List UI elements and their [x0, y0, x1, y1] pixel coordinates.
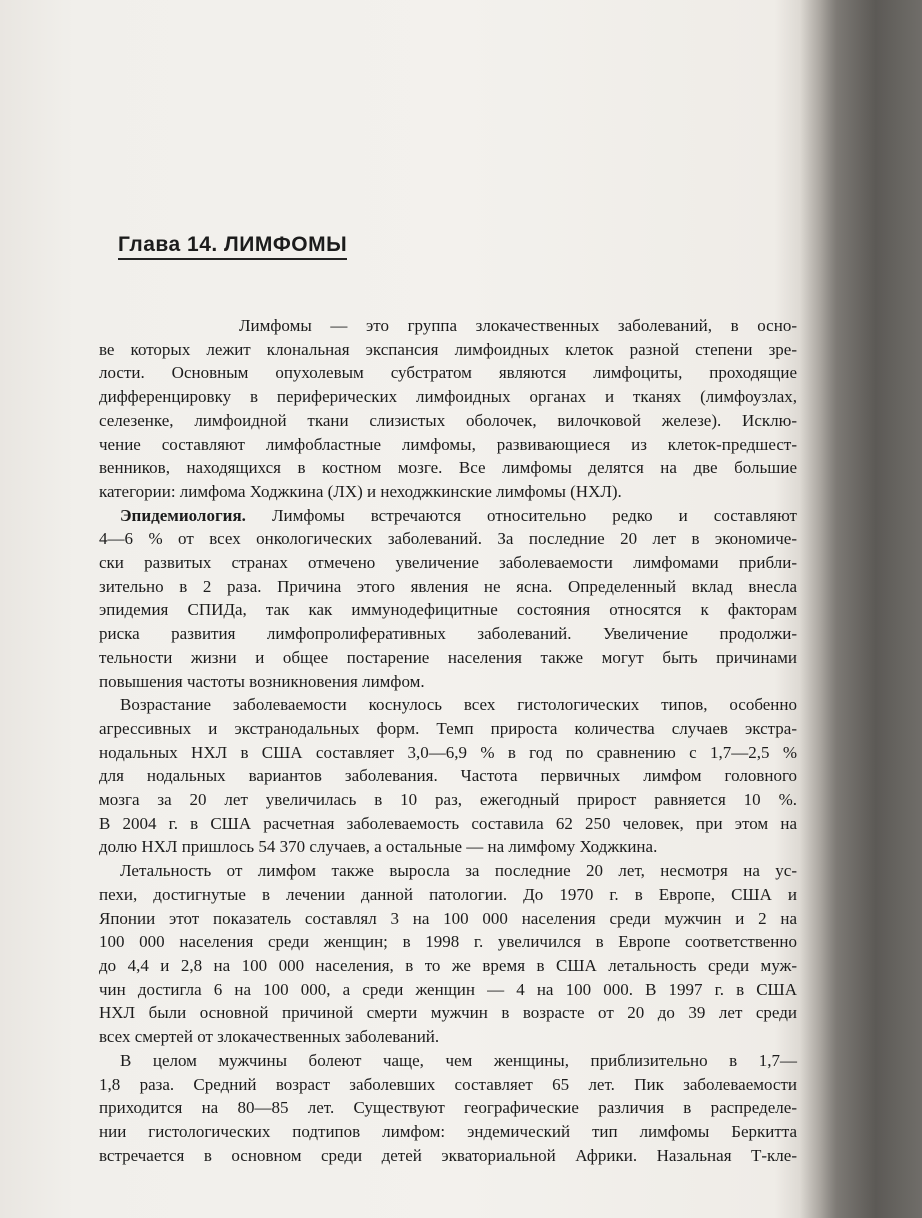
- text-line: приходится на 80—85 лет. Существуют географические различия в распределе-: [99, 1098, 797, 1118]
- text-line: [99, 504, 797, 528]
- text-line: чение составляют лимфобластные лимфомы, развивающиеся из клеток-предшест-: [99, 434, 797, 454]
- text-line: 100 000 населения среди женщин; в 1998 г. увеличился в Европе соответственно: [99, 932, 797, 952]
- text-line: повышения частоты возникновения лимфом.: [99, 671, 425, 691]
- paragraph-demographics: [99, 1049, 797, 1168]
- text-line: категории: лимфома Ходжкина (ЛХ) и неходжкинские лимфомы (НХЛ).: [99, 481, 622, 501]
- text-line: Японии этот показатель составлял 3 на 100 000 населения среди мужчин и 2 на: [99, 908, 797, 928]
- text-line: агрессивных и экстранодальных форм. Темп прироста количества случаев экстра-: [99, 718, 797, 738]
- text-line: венников, находящихся в костном мозге. Все лимфомы делятся на две большие: [99, 458, 797, 478]
- body-text: [99, 314, 797, 1167]
- page-gutter-shadow: [800, 0, 922, 1218]
- text-line: дифференцировку в периферических лимфоидных органах и тканях (лимфоузлах,: [99, 387, 797, 407]
- text-line: всех смертей от злокачественных заболеваний.: [99, 1027, 440, 1047]
- text-line: зительно в 2 раза. Причина этого явления не ясна. Определенный вклад внесла: [99, 576, 797, 596]
- text-line: долю НХЛ пришлось 54 370 случаев, а остальные — на лимфому Ходжкина.: [99, 837, 658, 857]
- text-line: для нодальных вариантов заболевания. Частота первичных лимфом головного: [99, 766, 797, 786]
- text-line: лости. Основным опухолевым субстратом являются лимфоциты, проходящие: [99, 363, 797, 383]
- text-line: селезенке, лимфоидной ткани слизистых оболочек, вилочковой железе). Исклю-: [99, 410, 797, 430]
- paragraph-incidence: [99, 693, 797, 859]
- text-line: Лимфомы — это группа злокачественных заболеваний, в осно-: [239, 316, 797, 335]
- text-line-rest: Лимфомы встречаются относительно редко и составляют: [245, 505, 797, 525]
- text-line: ве которых лежит клональная экспансия лимфоидных клеток разной степени зре-: [99, 339, 797, 359]
- paragraph-intro: [99, 314, 797, 504]
- text-line: В 2004 г. в США расчетная заболеваемость составила 62 250 человек, при этом на: [99, 813, 797, 833]
- text-line: ски развитых странах отмечено увеличение заболеваемости лимфомами прибли-: [99, 553, 797, 573]
- text-line: НХЛ были основной причиной смерти мужчин в возрасте от 20 до 39 лет среди: [99, 1003, 797, 1023]
- bleed-through-text: [40, 30, 800, 250]
- text-line: эпидемия СПИДа, так как иммунодефицитные состояния относятся к факторам: [99, 600, 797, 620]
- text-line: чин достигла 6 на 100 000, а среди женщин — 4 на 100 000. В 1997 г. в США: [99, 979, 797, 999]
- text-line: встречается в основном среди детей экваториальной Африки. Назальная Т-кле-: [99, 1145, 797, 1165]
- text-line: нодальных НХЛ в США составляет 3,0—6,9 % в год по сравнению с 1,7—2,5 %: [99, 742, 797, 762]
- text-line: нии гистологических подтипов лимфом: эндемический тип лимфомы Беркитта: [99, 1121, 797, 1141]
- text-line: 4—6 % от всех онкологических заболеваний. За последние 20 лет в экономиче-: [99, 529, 797, 549]
- text-line: В целом мужчины болеют чаще, чем женщины, приблизительно в 1,7—: [120, 1050, 797, 1070]
- text-line: Возрастание заболеваемости коснулось всех гистологических типов, особенно: [120, 695, 797, 715]
- paragraph-epidemiology: [99, 504, 797, 694]
- text-line: тельности жизни и общее постарение населения также могут быть причинами: [99, 647, 797, 667]
- text-line: Летальность от лимфом также выросла за последние 20 лет, несмотря на ус-: [120, 861, 797, 881]
- chapter-title: Глава 14. ЛИМФОМЫ: [118, 233, 347, 260]
- paragraph-mortality: [99, 859, 797, 1049]
- text-line: 1,8 раза. Средний возраст заболевших составляет 65 лет. Пик заболеваемости: [99, 1074, 797, 1094]
- text-line: до 4,4 и 2,8 на 100 000 населения, в то же время в США летальность среди муж-: [99, 955, 797, 975]
- text-line: пехи, достигнутые в лечении данной патологии. До 1970 г. в Европе, США и: [99, 884, 797, 904]
- section-lead: Эпидемиология.: [120, 505, 246, 525]
- text-line: мозга за 20 лет увеличилась в 10 раз, ежегодный прирост равняется 10 %.: [99, 790, 797, 810]
- text-line: риска развития лимфопролиферативных заболеваний. Увеличение продолжи-: [99, 624, 797, 644]
